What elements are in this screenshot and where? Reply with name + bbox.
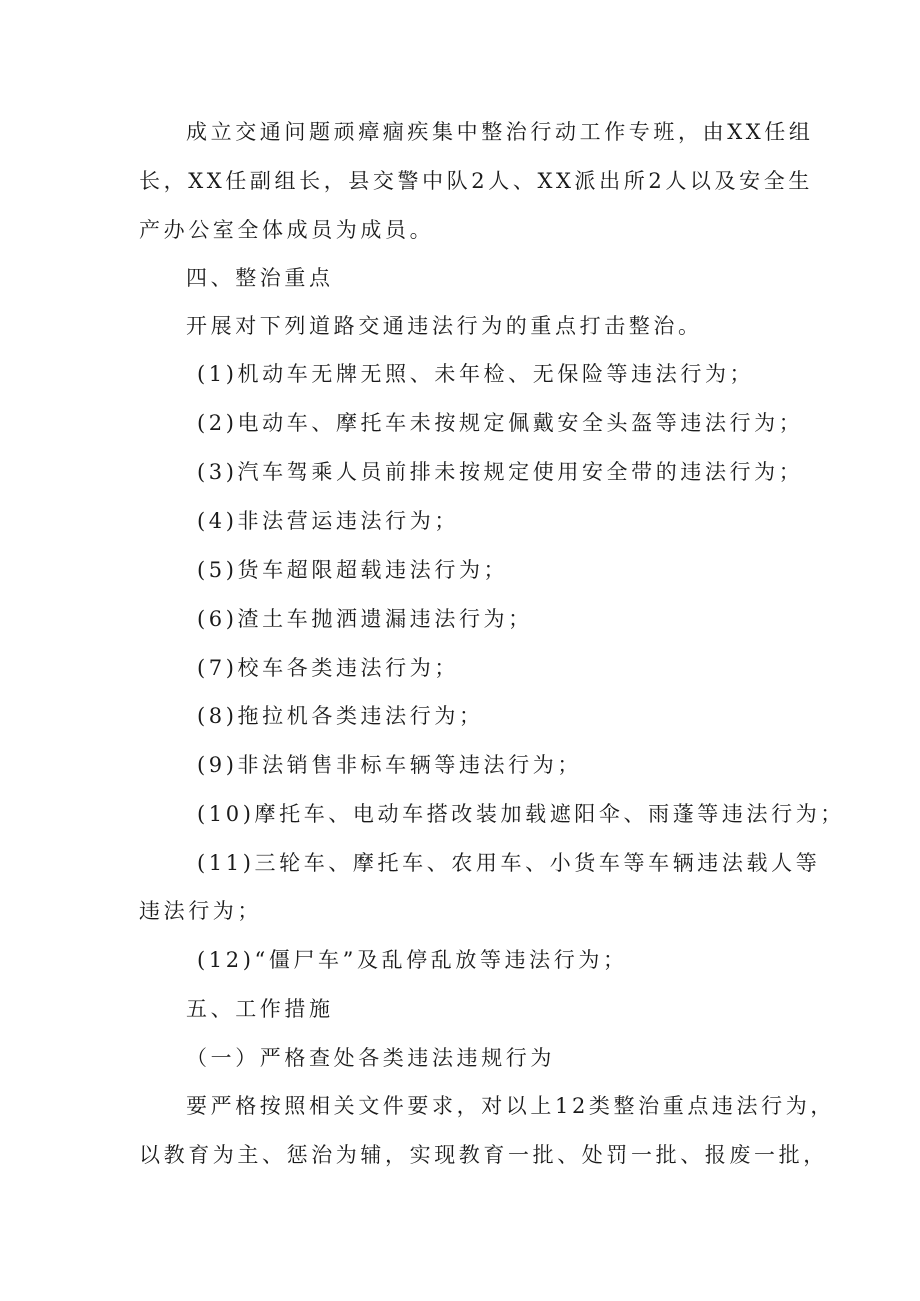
list-item-5: (5)货车超限超载违法行为；: [197, 558, 509, 582]
paragraph-team-line-1: 成立交通问题顽瘴痼疾集中整治行动工作专班，由XX任组: [186, 120, 814, 144]
list-item-7: (7)校车各类违法行为；: [197, 656, 459, 680]
list-item-4: (4)非法营运违法行为；: [197, 509, 459, 533]
list-item-11: (11)三轮车、摩托车、农用车、小货车等车辆违法载人等: [197, 851, 821, 875]
list-item-11-continued: 违法行为；: [139, 899, 262, 923]
paragraph-team-line-3: 产办公室全体成员为成员。: [139, 218, 435, 242]
list-item-9: (9)非法销售非标车辆等违法行为；: [197, 753, 582, 777]
section-4-heading: 四、整治重点: [186, 266, 334, 290]
subsection-1-heading: （一）严格查处各类违法违规行为: [186, 1046, 555, 1070]
section-5-heading: 五、工作措施: [186, 997, 334, 1021]
list-item-2: (2)电动车、摩托车未按规定佩戴安全头盔等违法行为；: [197, 411, 804, 435]
list-item-8: (8)拖拉机各类违法行为；: [197, 704, 484, 728]
paragraph-team-line-2: 长，XX任副组长，县交警中队2人、XX派出所2人以及安全生: [139, 169, 813, 193]
paragraph-measures-line-2: 以教育为主、惩治为辅，实现教育一批、处罚一批、报废一批，: [139, 1143, 828, 1167]
paragraph-measures-line-1: 要严格按照相关文件要求，对以上12类整治重点违法行为，: [186, 1094, 835, 1118]
list-item-1: (1)机动车无牌无照、未年检、无保险等违法行为；: [197, 362, 755, 386]
list-item-10: (10)摩托车、电动车搭改装加载遮阳伞、雨蓬等违法行为；: [197, 802, 845, 826]
list-item-3: (3)汽车驾乘人员前排未按规定使用安全带的违法行为；: [197, 460, 804, 484]
list-item-12: (12)“僵尸车”及乱停乱放等违法行为；: [197, 948, 628, 972]
list-item-6: (6)渣土车抛洒遗漏违法行为；: [197, 607, 533, 631]
section-4-intro: 开展对下列道路交通违法行为的重点打击整治。: [186, 314, 703, 338]
